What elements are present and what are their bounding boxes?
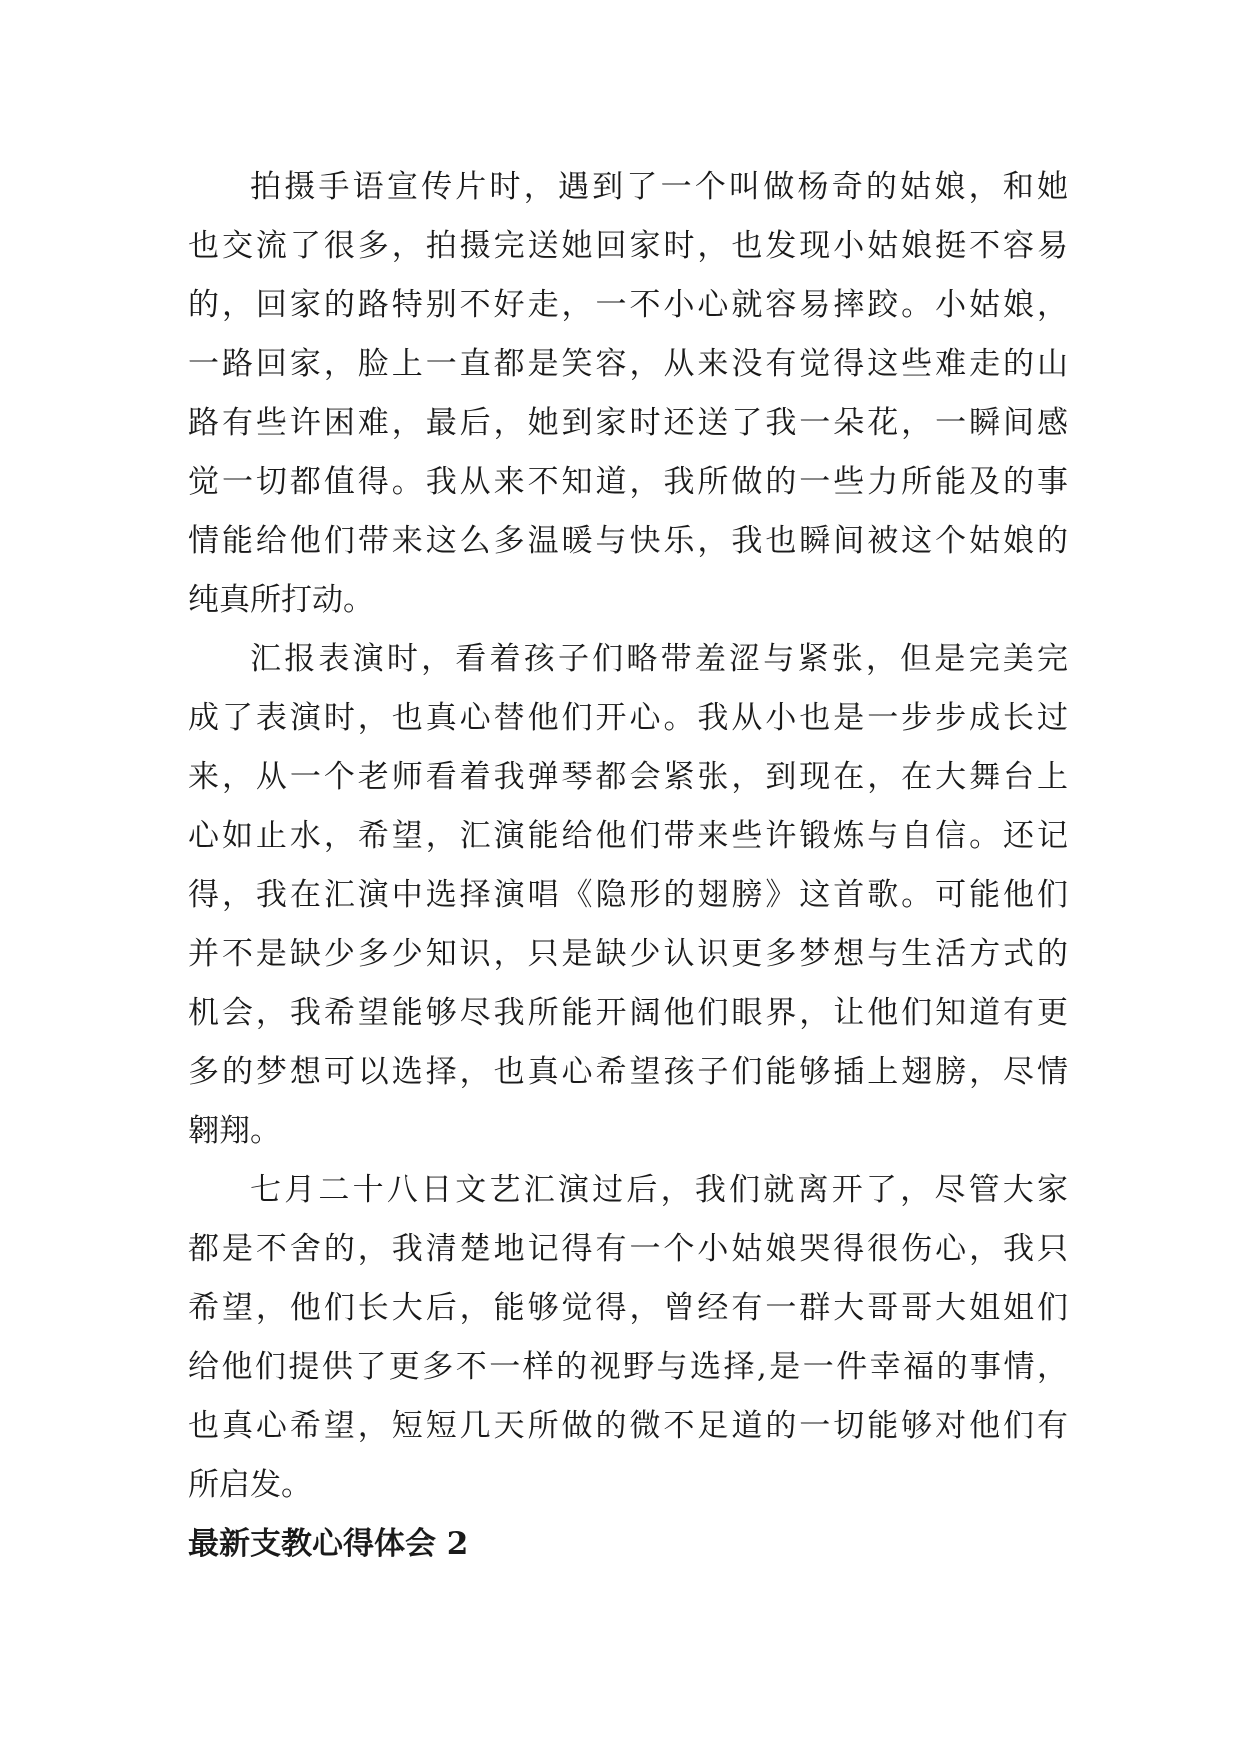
text-line: 也交流了很多，拍摄完送她回家时，也发现小姑娘挺不容易: [188, 228, 1068, 264]
text-line: 七月二十八日文艺汇演过后，我们就离开了，尽管大家: [250, 1172, 1068, 1208]
text-line: 的，回家的路特别不好走，一不小心就容易摔跤。小姑娘，: [188, 287, 1068, 323]
text-line: 纯真所打动。: [188, 582, 374, 618]
text-line: 机会，我希望能够尽我所能开阔他们眼界，让他们知道有更: [188, 995, 1068, 1031]
text-line: 得，我在汇演中选择演唱《隐形的翅膀》这首歌。可能他们: [188, 877, 1068, 913]
text-line: 觉一切都值得。我从来不知道，我所做的一些力所能及的事: [188, 464, 1068, 500]
text-line: 也真心希望，短短几天所做的微不足道的一切能够对他们有: [188, 1408, 1068, 1444]
section-heading: 最新支教心得体会 2: [188, 1526, 469, 1562]
text-line: 希望，他们长大后，能够觉得，曾经有一群大哥哥大姐姐们: [188, 1290, 1068, 1326]
text-line: 都是不舍的，我清楚地记得有一个小姑娘哭得很伤心，我只: [188, 1231, 1068, 1267]
text-line: 一路回家，脸上一直都是笑容，从来没有觉得这些难走的山: [188, 346, 1068, 382]
text-line: 路有些许困难，最后，她到家时还送了我一朵花，一瞬间感: [188, 405, 1068, 441]
text-line: 多的梦想可以选择，也真心希望孩子们能够插上翅膀，尽情: [188, 1054, 1068, 1090]
text-line: 翱翔。: [188, 1113, 281, 1149]
text-line: 成了表演时，也真心替他们开心。我从小也是一步步成长过: [188, 700, 1068, 736]
paragraph-1: [188, 158, 1068, 630]
paragraph-2: [188, 630, 1068, 1161]
text-line: 并不是缺少多少知识，只是缺少认识更多梦想与生活方式的: [188, 936, 1068, 972]
text-line: 所启发。: [188, 1467, 312, 1503]
text-line: 心如止水，希望，汇演能给他们带来些许锻炼与自信。还记: [188, 818, 1068, 854]
paragraph-3: [188, 1161, 1068, 1515]
document-body: [188, 158, 1068, 1574]
text-line: 给他们提供了更多不一样的视野与选择,是一件幸福的事情，: [188, 1349, 1068, 1385]
text-line: 汇报表演时，看着孩子们略带羞涩与紧张，但是完美完: [250, 641, 1068, 677]
text-line: 来，从一个老师看着我弹琴都会紧张，到现在，在大舞台上: [188, 759, 1068, 795]
text-line: 拍摄手语宣传片时，遇到了一个叫做杨奇的姑娘，和她: [250, 169, 1068, 205]
text-line: 情能给他们带来这么多温暖与快乐，我也瞬间被这个姑娘的: [188, 523, 1068, 559]
